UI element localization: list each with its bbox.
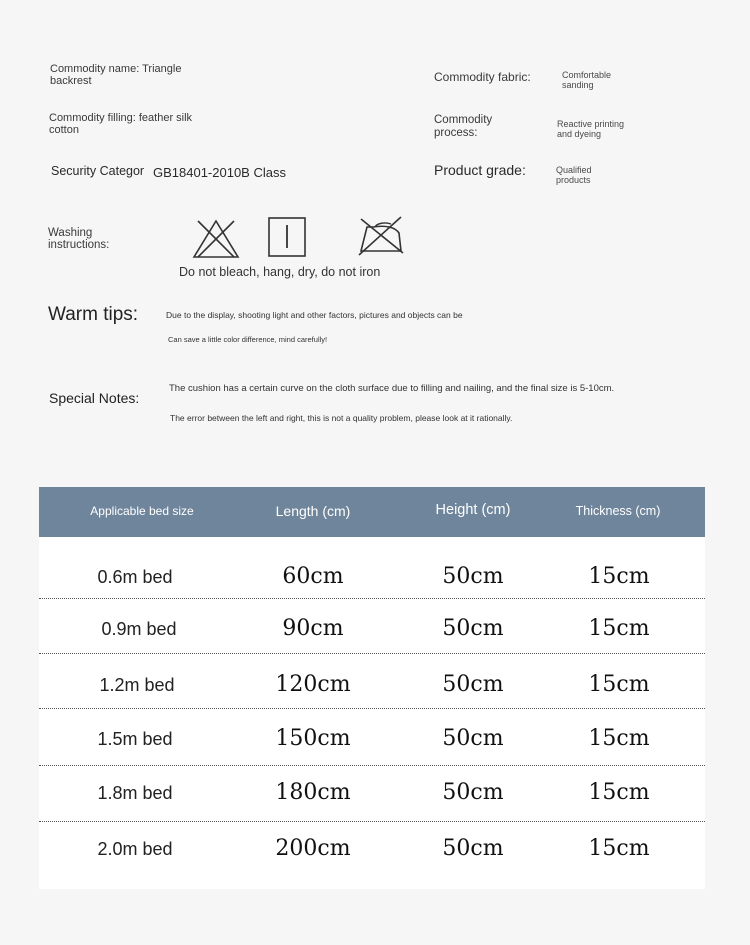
length-cell: 200cm <box>275 836 351 861</box>
commodity-filling-label: Commodity filling: feather silk <box>49 112 193 124</box>
height-cell: 50cm <box>442 780 504 805</box>
header-thickness: Thickness (cm) <box>575 504 661 518</box>
warm-tips-label: Warm tips: <box>48 304 139 325</box>
commodity-name-label: Commodity name: Triangle <box>50 63 182 75</box>
no-iron-icon <box>355 213 407 257</box>
length-cell: 60cm <box>282 564 344 589</box>
thickness-cell: 15cm <box>588 726 650 751</box>
height-cell: 50cm <box>442 726 504 751</box>
bed-size-cell: 2.0m bed <box>97 839 173 859</box>
row-divider <box>39 598 705 599</box>
bed-size-cell: 1.2m bed <box>99 675 175 695</box>
washing-label-1: Washing <box>48 227 93 239</box>
commodity-filling-value: cotton <box>49 124 79 136</box>
washing-label-2: instructions: <box>48 239 110 251</box>
bed-size-cell: 1.8m bed <box>97 783 173 803</box>
table-row <box>39 821 705 877</box>
table-row <box>39 549 705 605</box>
thickness-cell: 15cm <box>588 616 650 641</box>
product-grade-label: Product grade: <box>434 162 526 178</box>
length-cell: 90cm <box>282 616 344 641</box>
row-divider <box>39 708 705 709</box>
commodity-process-label-1: Commodity <box>434 114 493 126</box>
height-cell: 50cm <box>442 616 504 641</box>
table-row <box>39 765 705 821</box>
commodity-process-value-1: Reactive printing <box>557 119 625 129</box>
washing-caption: Do not bleach, hang, dry, do not iron <box>179 265 381 279</box>
thickness-cell: 15cm <box>588 672 650 697</box>
bed-size-cell: 1.5m bed <box>97 729 173 749</box>
header-bed-size: Applicable bed size <box>90 504 194 518</box>
commodity-fabric-value-2: sanding <box>562 80 594 90</box>
commodity-name-value: backrest <box>50 75 92 87</box>
warm-tips-line-1: Due to the display, shooting light and other factors, pictures and objects can be <box>166 310 463 320</box>
header-height: Height (cm) <box>435 502 511 518</box>
special-notes-line-1: The cushion has a certain curve on the cloth surface due to filling and nailing, and the final size is 5-10cm. <box>169 383 615 394</box>
special-notes-line-2: The error between the left and right, this is not a quality problem, please look at it rationally. <box>170 413 513 423</box>
length-cell: 180cm <box>275 780 351 805</box>
table-row <box>39 601 705 657</box>
table-row <box>39 711 705 767</box>
height-cell: 50cm <box>442 672 504 697</box>
security-category-value: GB18401-2010B Class <box>153 165 286 180</box>
commodity-process-value-2: and dyeing <box>557 129 602 139</box>
security-category-label: Security Categor <box>51 164 145 178</box>
thickness-cell: 15cm <box>588 836 650 861</box>
size-table-header <box>39 487 705 537</box>
thickness-cell: 15cm <box>588 780 650 805</box>
height-cell: 50cm <box>442 836 504 861</box>
hang-dry-icon <box>267 216 307 258</box>
header-length: Length (cm) <box>275 503 351 519</box>
row-divider <box>39 653 705 654</box>
length-cell: 120cm <box>275 672 351 697</box>
size-table <box>39 487 705 889</box>
bed-size-cell: 0.6m bed <box>97 567 173 587</box>
product-grade-value-2: products <box>556 175 591 185</box>
table-row <box>39 657 705 713</box>
commodity-fabric-label: Commodity fabric: <box>434 70 531 84</box>
no-bleach-icon <box>190 217 242 259</box>
product-grade-value-1: Qualified <box>556 165 592 175</box>
commodity-process-label-2: process: <box>434 127 478 139</box>
warm-tips-line-2: Can save a little color difference, mind carefully! <box>168 335 328 344</box>
special-notes-label: Special Notes: <box>49 390 140 406</box>
bed-size-cell: 0.9m bed <box>101 619 177 639</box>
thickness-cell: 15cm <box>588 564 650 589</box>
commodity-fabric-value-1: Comfortable <box>562 70 612 80</box>
height-cell: 50cm <box>442 564 504 589</box>
length-cell: 150cm <box>275 726 351 751</box>
